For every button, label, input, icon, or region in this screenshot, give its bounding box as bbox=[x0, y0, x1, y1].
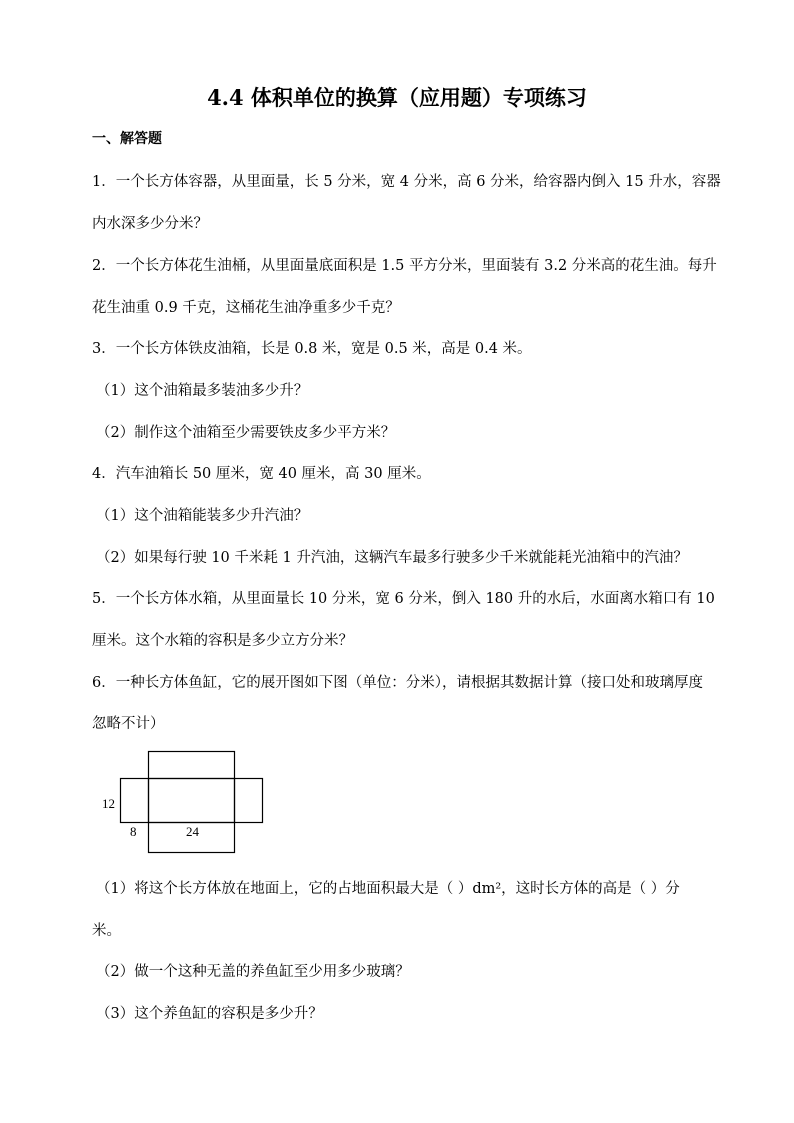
q6-sub-2: （2）做一个这种无盖的养鱼缸至少用多少玻璃？ bbox=[96, 964, 410, 980]
q6-sub-1-line-2: 米。 bbox=[92, 923, 121, 939]
q6-sub-3: （3）这个养鱼缸的容积是多少升？ bbox=[96, 1006, 323, 1022]
box-net-figure bbox=[90, 745, 280, 857]
q4-sub-1: （1）这个油箱能装多少升汽油？ bbox=[96, 508, 309, 524]
q4-line-1: 4．汽车油箱长 50 厘米，宽 40 厘米，高 30 厘米。 bbox=[92, 466, 431, 482]
q1-line-2: 内水深多少分米？ bbox=[92, 216, 208, 232]
net-length-label: 24 bbox=[186, 824, 199, 839]
q5-line-2: 厘米。这个水箱的容积是多少立方分米？ bbox=[92, 633, 353, 649]
net-height-label: 12 bbox=[102, 796, 115, 811]
net-right-face bbox=[235, 779, 263, 823]
q6-line-2: 忽略不计） bbox=[92, 716, 165, 732]
q2-line-1: 2．一个长方体花生油桶，从里面量底面积是 1.5 平方分米，里面装有 3.2 分米高的花生油。每升 bbox=[92, 258, 717, 274]
q5-line-1: 5．一个长方体水箱，从里面量长 10 分米，宽 6 分米，倒入 180 升的水后，水面离水箱口有 10 bbox=[92, 591, 715, 607]
page-title: 4.4 体积单位的换算（应用题）专项练习 bbox=[207, 85, 587, 110]
q3-sub-1: （1）这个油箱最多装油多少升？ bbox=[96, 383, 309, 399]
net-top-face bbox=[149, 752, 235, 779]
section-heading: 一、解答题 bbox=[92, 131, 162, 147]
net-left-face bbox=[121, 779, 149, 823]
q2-line-2: 花生油重 0.9 千克，这桶花生油净重多少千克？ bbox=[92, 300, 400, 316]
q3-sub-2: （2）制作这个油箱至少需要铁皮多少平方米？ bbox=[96, 425, 396, 441]
q3-line-1: 3．一个长方体铁皮油箱，长是 0.8 米，宽是 0.5 米，高是 0.4 米。 bbox=[92, 341, 532, 357]
net-width-label: 8 bbox=[130, 824, 137, 839]
q6-line-1: 6．一种长方体鱼缸，它的展开图如下图（单位：分米），请根据其数据计算（接口处和玻璃厚度 bbox=[92, 675, 703, 691]
q6-sub-1-line-1: （1）将这个长方体放在地面上，它的占地面积最大是（ ）dm²，这时长方体的高是（ ）分 bbox=[96, 881, 680, 897]
q1-line-1: 1．一个长方体容器，从里面量，长 5 分米，宽 4 分米，高 6 分米，给容器内倒入 15 升水，容器 bbox=[92, 174, 721, 190]
q4-sub-2: （2）如果每行驶 10 千米耗 1 升汽油，这辆汽车最多行驶多少千米就能耗光油箱中的汽油？ bbox=[96, 550, 688, 566]
net-front-face bbox=[149, 779, 235, 823]
